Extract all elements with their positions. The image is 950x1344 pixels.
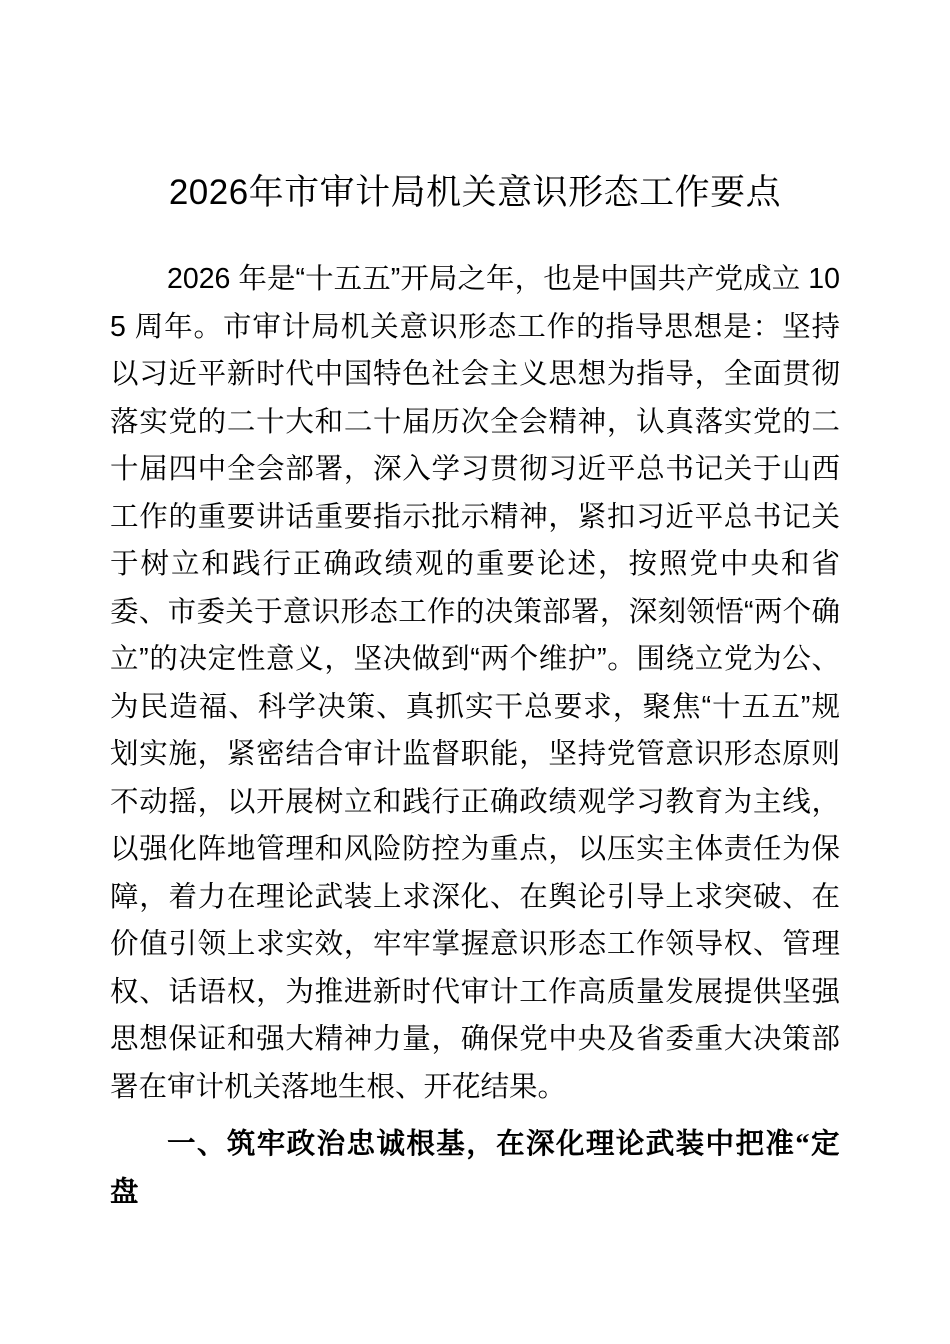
page-content-column (110, 0, 840, 1216)
page-title: 2026年市审计局机关意识形态工作要点 (168, 173, 782, 212)
section-heading-1: 一、筑牢政治忠诚根基，在深化理论武装中把准“定盘 (110, 1129, 840, 1208)
body-paragraph-1: 2026 年是“十五五”开局之年，也是中国共产党成立 105 周年。市审计局机关意识形态工作的指导思想是：坚持以习近平新时代中国特色社会主义思想为指导，全面贯彻落实党的二十大和二十届历次全会精神，认真落实党的二十届四中全会部署，深入学习贯彻习近平总书记关于山西工作的重要讲话重要指示批示精神，紧扣习近平总书记关于树立和践行正确政绩观的重要论述，按照党中央和省委、市委关于意识形态工作的决策部署，深刻领悟“两个确立”的决定性意义，坚决做到“两个维护”。围绕立党为公、为民造福、科学决策、真抓实干总要求，聚焦“十五五”规划实施，紧密结合审计监督职能，坚持党管意识形态原则不动摇，以开展树立和践行正确政绩观学习教育为主线，以强化阵地管理和风险防控为重点，以压实主体责任为保障，着力在理论武装上求深化、在舆论引导上求突破、在价值引领上求实效，牢牢掌握意识形态工作领导权、管理权、话语权，为推进新时代审计工作高质量发展提供坚强思想保证和强大精神力量，确保党中央及省委重大决策部署在审计机关落地生根、开花结果。 (110, 263, 840, 1103)
